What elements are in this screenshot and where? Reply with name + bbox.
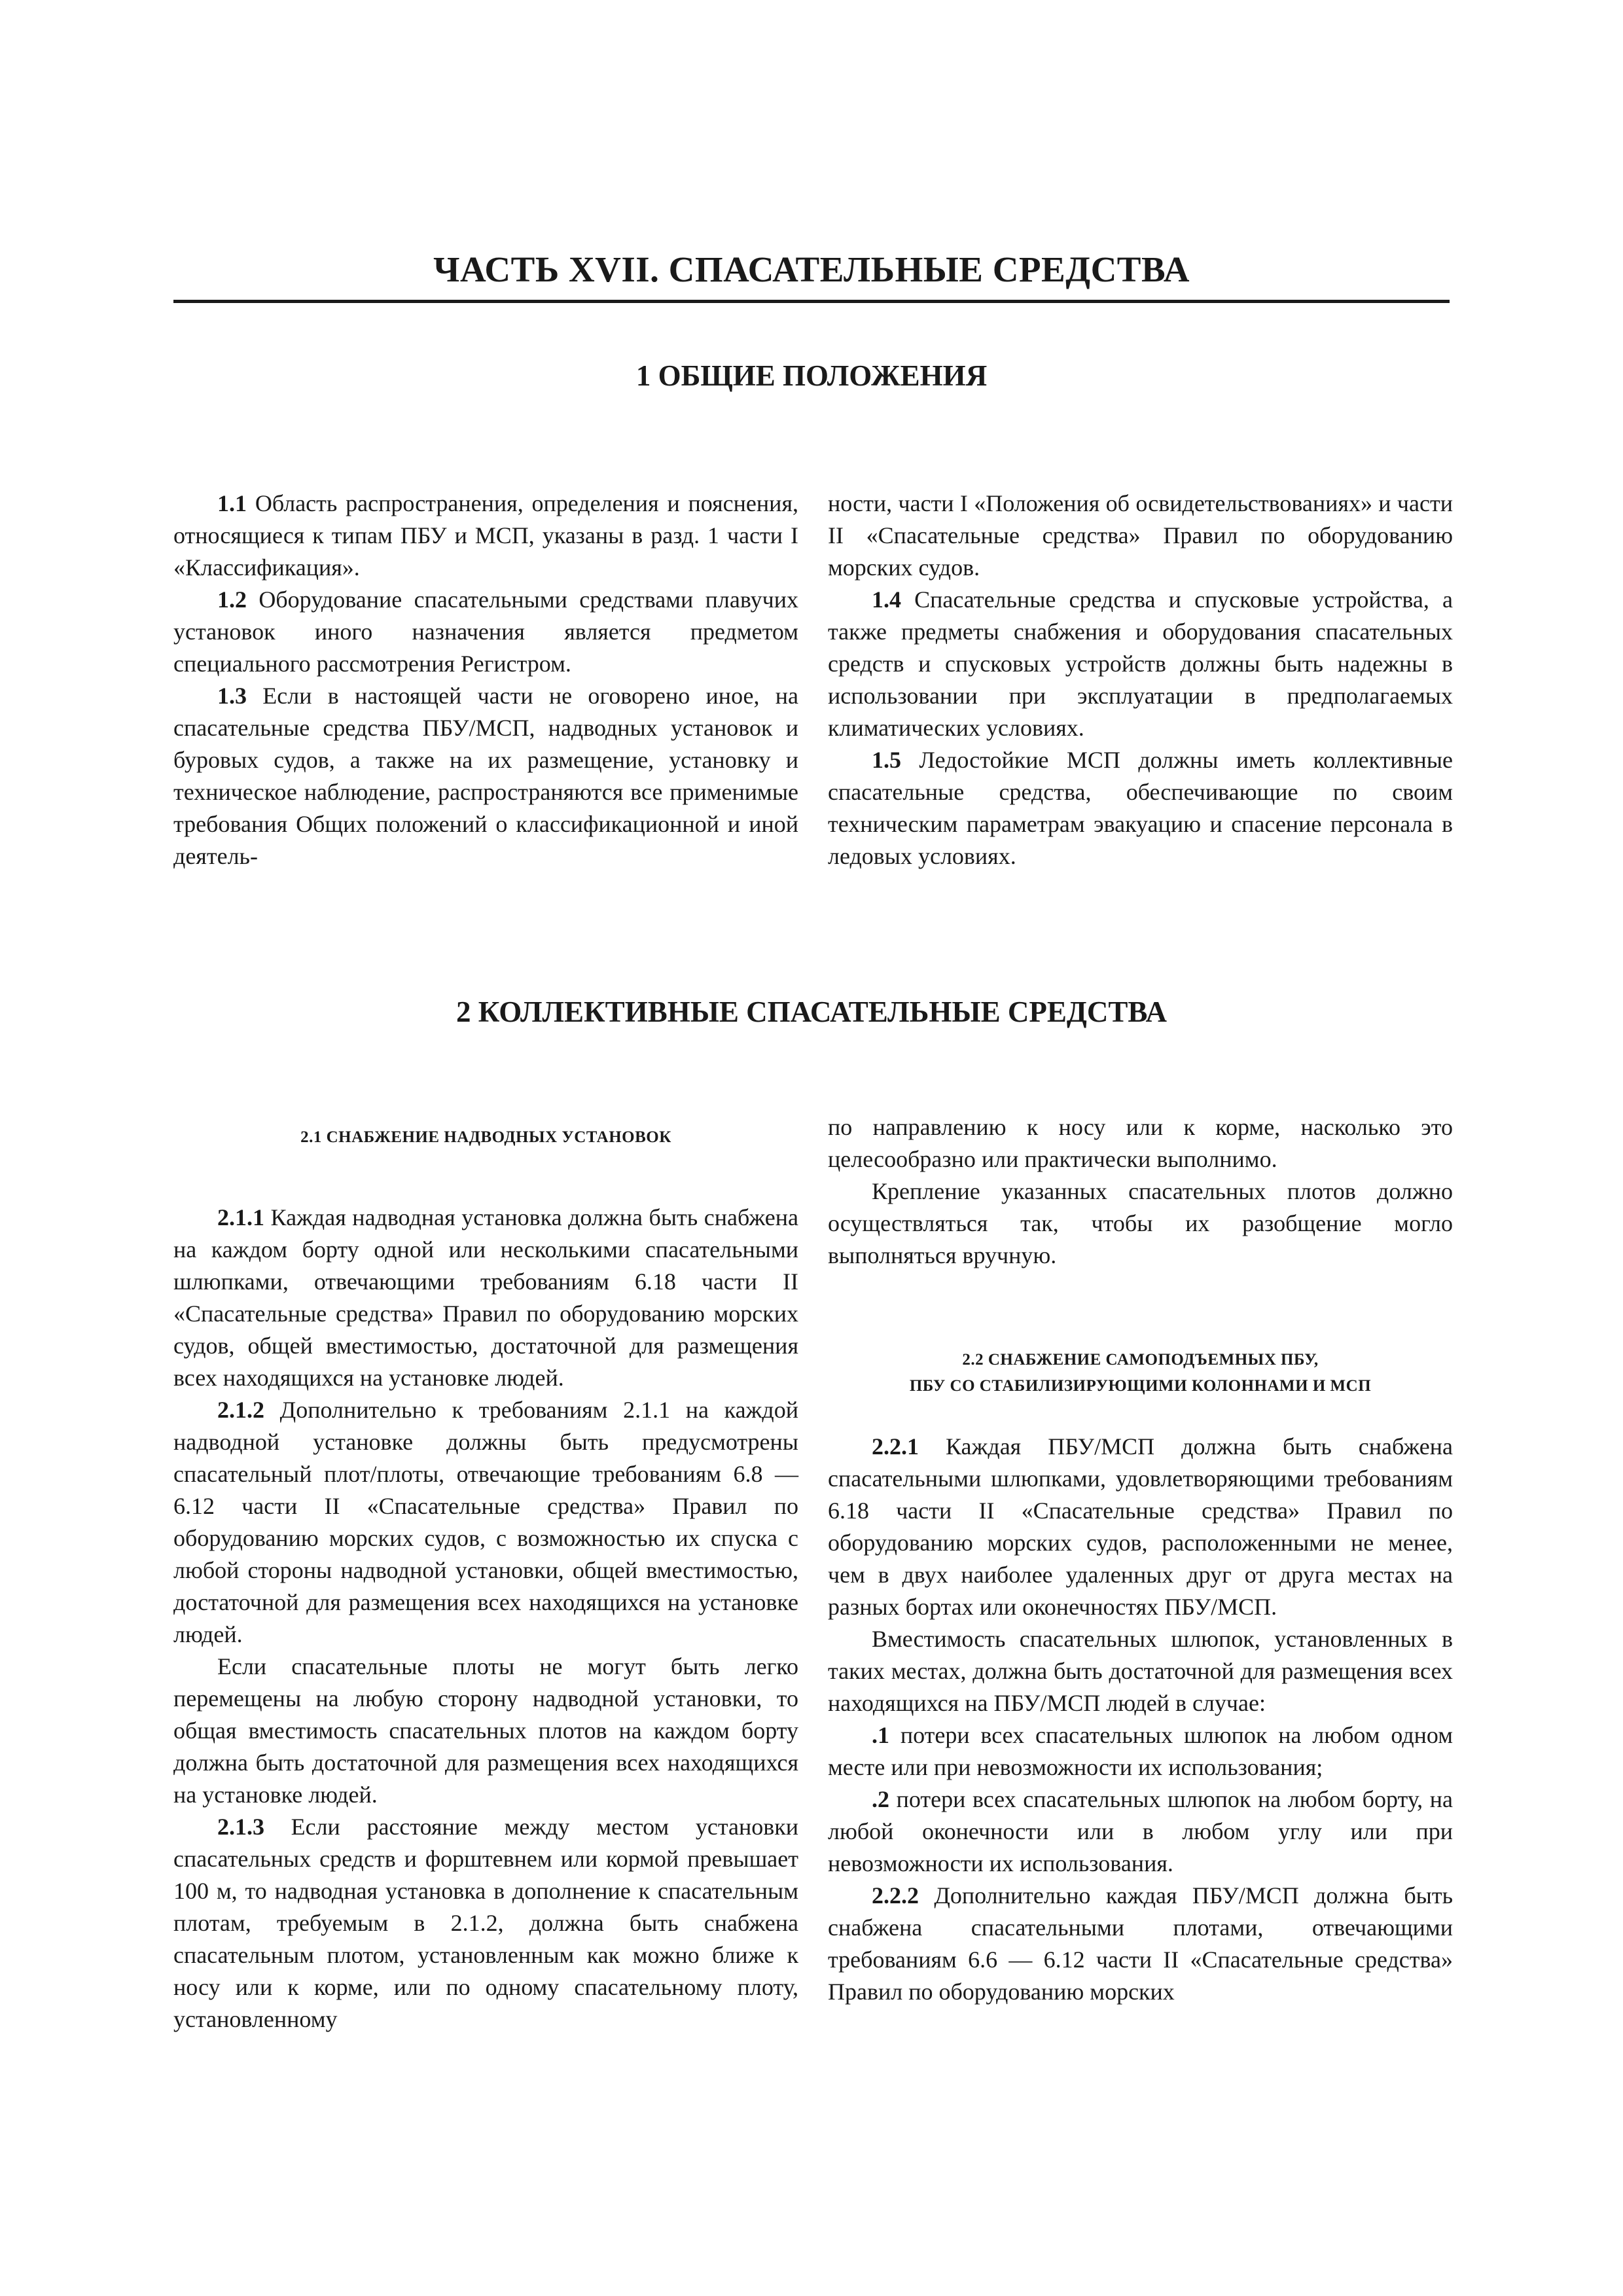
paragraph-1-3-number: 1.3: [217, 683, 247, 709]
paragraph-2-1-3-extra: Крепление указанных спасательных плотов должно осуществляться так, чтобы их разобщение могло выполняться вручную.: [828, 1178, 1453, 1268]
section-2-right-column-bottom: [828, 1431, 1453, 2008]
subsection-2-2-heading-line-1: 2.2 СНАБЖЕНИЕ САМОПОДЪЕМНЫХ ПБУ,: [962, 1351, 1319, 1369]
subsection-2-1-heading: 2.1 СНАБЖЕНИЕ НАДВОДНЫХ УСТАНОВОК: [300, 1128, 671, 1146]
list-item-1-text: потери всех спасательных шлюпок на любом одном месте или при невозможности их использования;: [828, 1722, 1453, 1780]
paragraph-2-2-1-number: 2.2.1: [872, 1433, 919, 1460]
paragraph-1-3-text: Если в настоящей части не оговорено иное, на спасательные средства ПБУ/МСП, надводных установок и буровых судов, а также на их размещение, установку и техническое наблюдение, распространяются все применимые требования Общих положений о классификационной и иной деятель-: [173, 683, 798, 869]
paragraph-1-4-number: 1.4: [872, 586, 901, 613]
paragraph-1-3: [173, 680, 798, 872]
paragraph-2-1-1-text: Каждая надводная установка должна быть снабжена на каждом борту одной или несколькими спасательными шлюпками, отвечающими требованиям 6.18 части II «Спасательные средства» Правил по оборудованию морских судов, общей вместимостью, достаточной для размещения всех находящихся на установке людей.: [173, 1204, 798, 1391]
paragraph-2-2-2: [828, 1880, 1453, 2008]
list-item-1-number: .1: [872, 1722, 889, 1748]
paragraph-1-5-text: Ледостойкие МСП должны иметь коллективные спасательные средства, обеспечивающие по своим техническим параметрам эвакуацию и спасение персонала в ледовых условиях.: [828, 747, 1453, 869]
list-item-1: [828, 1719, 1453, 1784]
paragraph-2-2-1-extra: Вместимость спасательных шлюпок, установленных в таких местах, должна быть достаточной для размещения всех находящихся на ПБУ/МСП людей в случае:: [828, 1626, 1453, 1716]
paragraph-1-2-text: Оборудование спасательными средствами плавучих установок иного назначения является предметом специального рассмотрения Регистром.: [173, 586, 798, 677]
paragraph-2-1-2: [173, 1394, 798, 1651]
paragraph-1-2: [173, 584, 798, 680]
paragraph-2-2-2-number: 2.2.2: [872, 1882, 919, 1909]
paragraph-2-2-2-text: Дополнительно каждая ПБУ/МСП должна быть снабжена спасательными плотами, отвечающими требованиям 6.6 — 6.12 части II «Спасательные средства» Правил по оборудованию морских: [828, 1882, 1453, 2005]
paragraph-2-1-3-number: 2.1.3: [217, 1814, 264, 1840]
paragraph-1-1-text: Область распространения, определения и пояснения, относящиеся к типам ПБУ и МСП, указаны в разд. 1 части I «Классификация».: [173, 490, 798, 581]
list-item-2-number: .2: [872, 1786, 889, 1812]
subsection-2-2-heading-line-2: ПБУ СО СТАБИЛИЗИРУЮЩИМИ КОЛОННАМИ И МСП: [909, 1377, 1372, 1395]
paragraph-1-5: [828, 744, 1453, 872]
subsection-2-2-heading: [828, 1347, 1453, 1399]
paragraph-1-5-number: 1.5: [872, 747, 901, 773]
section-2-title: 2 КОЛЛЕКТИВНЫЕ СПАСАТЕЛЬНЫЕ СРЕДСТВА: [455, 996, 1168, 1028]
paragraph-2-1-1-number: 2.1.1: [217, 1204, 264, 1230]
section-1-left-column: [173, 488, 798, 872]
paragraph-2-1-3-text: Если расстояние между местом установки спасательных средств и форштевнем или кормой превышает 100 м, то надводная установка в дополнение к спасательным плотам, требуемым в 2.1.2, должна быть снабжена спасательным плотом, установленным как можно ближе к носу или к корме, или по одному спасательному плоту, установленному: [173, 1814, 798, 2032]
paragraph-2-1-3-continued: по направлению к носу или к корме, насколько это целесообразно или практически выполнимо.: [828, 1114, 1453, 1172]
paragraph-1-4: [828, 584, 1453, 744]
section-2-left-column: [173, 1202, 798, 2036]
paragraph-1-4-text: Спасательные средства и спусковые устройства, а также предметы снабжения и оборудования спасательных средств и спусковых устройств должны быть надежны в использовании при эксплуатации в предполагаемых климатических условиях.: [828, 586, 1453, 741]
paragraph-1-1: [173, 488, 798, 584]
paragraph-2-2-1-text: Каждая ПБУ/МСП должна быть снабжена спасательными шлюпками, удовлетворяющими требованиям 6.18 части II «Спасательные средства» Правил по оборудованию морских судов, расположенными не менее, чем в двух наиболее удаленных друг от друга местах на разных бортах или оконечностях ПБУ/МСП.: [828, 1433, 1453, 1620]
section-2-right-column-top: [828, 1111, 1453, 1272]
section-1-right-column: [828, 488, 1453, 872]
part-title: ЧАСТЬ XVII. СПАСАТЕЛЬНЫЕ СРЕДСТВА: [433, 249, 1190, 289]
paragraph-2-1-1: [173, 1202, 798, 1394]
list-item-2: [828, 1784, 1453, 1880]
title-rule: [173, 300, 1450, 303]
section-1-title: 1 ОБЩИЕ ПОЛОЖЕНИЯ: [635, 359, 988, 392]
paragraph-1-3-continued: ности, части I «Положения об освидетельствованиях» и части II «Спасательные средства» Правил по оборудованию морских судов.: [828, 490, 1453, 581]
paragraph-2-1-2-extra: Если спасательные плоты не могут быть легко перемещены на любую сторону надводной установки, то общая вместимость спасательных плотов на каждом борту должна быть достаточной для размещения всех находящихся на установке людей.: [173, 1653, 798, 1808]
paragraph-1-2-number: 1.2: [217, 586, 247, 613]
list-item-2-text: потери всех спасательных шлюпок на любом борту, на любой оконечности или в любом углу или при невозможности их использования.: [828, 1786, 1453, 1876]
paragraph-2-1-2-number: 2.1.2: [217, 1397, 264, 1423]
paragraph-2-1-3: [173, 1811, 798, 2036]
paragraph-1-1-number: 1.1: [217, 490, 247, 516]
paragraph-2-2-1: [828, 1431, 1453, 1623]
paragraph-2-1-2-text: Дополнительно к требованиям 2.1.1 на каждой надводной установке должны быть предусмотрены спасательный плот/плоты, отвечающие требованиям 6.8 — 6.12 части II «Спасательные средства» Правил по оборудованию морских судов, с возможностью их спуска с любой стороны надводной установки, общей вместимостью, достаточной для размещения всех находящихся на установке людей.: [173, 1397, 798, 1647]
